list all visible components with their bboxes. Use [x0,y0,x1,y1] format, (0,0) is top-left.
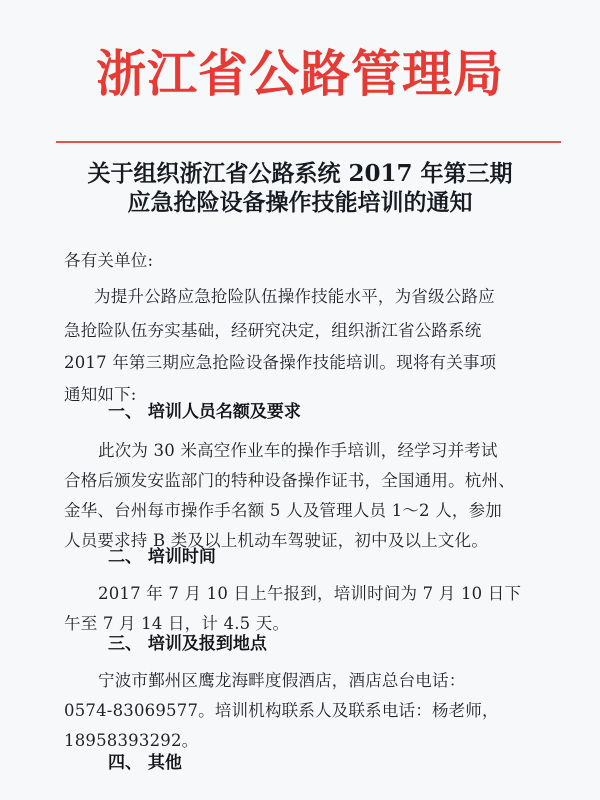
section-3-line-2: 0574-83069577。培训机构联系人及联系电话：杨老师， [64,701,499,720]
document-title-line-2: 应急抢险设备操作技能培训的通知 [127,189,473,216]
section-1-line-2: 合格后颁发安监部门的特种设备操作证书，全国通用。杭州、 [64,471,515,490]
section-3-line-1: 宁波市鄞州区鹰龙海畔度假酒店，酒店总台电话： [98,671,466,690]
section-3-heading: 三、 培训及报到地点 [108,634,267,654]
section-2-heading: 二、 培训时间 [108,547,216,567]
header-red-rule [56,141,561,143]
intro-line-4: 通知如下: [64,385,137,404]
section-4-heading: 四、 其他 [108,753,182,773]
intro-line-2: 急抢险队伍夯实基础，经研究决定，组织浙江省公路系统 [64,321,482,340]
intro-line-3: 2017 年第三期应急抢险设备操作技能培训。现将有关事项 [64,353,497,372]
section-2-line-1: 2017 年 7 月 10 日上午报到，培训时间为 7 月 10 日下 [98,584,522,603]
section-1-line-4: 人员要求持 B 类及以上机动车驾驶证，初中及以上文化。 [64,531,489,550]
organization-header: 浙江省公路管理局 [96,45,504,103]
section-3-line-3: 18958393292。 [64,731,199,750]
salutation: 各有关单位: [64,251,154,270]
section-1-line-1: 此次为 30 米高空作业车的操作手培训，经学习并考试 [98,441,498,460]
section-1-line-3: 金华、台州每市操作手名额 5 人及管理人员 1～2 人，参加 [64,501,502,520]
section-1-heading: 一、 培训人员名额及要求 [108,402,301,422]
intro-line-1: 为提升公路应急抢险队伍操作技能水平，为省级公路应 [94,287,495,306]
document-title-line-1: 关于组织浙江省公路系统 2017 年第三期 [87,160,513,187]
section-2-line-2: 午至 7 月 14 日，计 4.5 天。 [64,614,290,633]
